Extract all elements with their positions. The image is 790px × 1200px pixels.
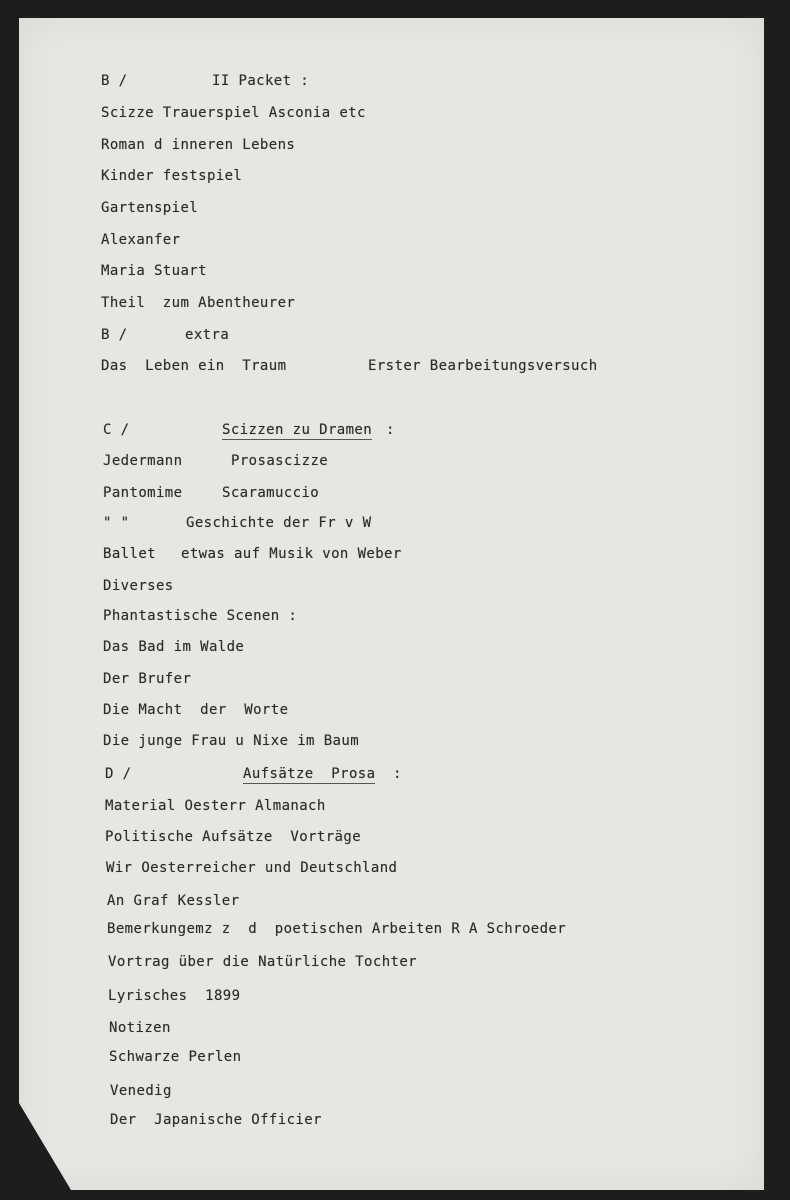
list-item: Phantastische Scenen : <box>103 608 298 624</box>
list-item: Die junge Frau u Nixe im Baum <box>103 733 360 749</box>
list-item-note: Erster Bearbeitungsversuch <box>368 358 598 374</box>
section-heading: Aufsätze Prosa <box>243 766 376 782</box>
list-item: Politische Aufsätze Vorträge <box>105 829 362 845</box>
list-item: Roman d inneren Lebens <box>101 137 296 153</box>
list-item: Maria Stuart <box>101 263 207 279</box>
section-marker: D / <box>105 766 132 782</box>
list-item-title: Das Leben ein Traum <box>101 358 287 374</box>
list-item: An Graf Kessler <box>107 893 240 909</box>
list-item: Theil zum Abentheurer <box>101 295 296 311</box>
section-marker: C / <box>103 422 130 438</box>
list-item: Gartenspiel <box>101 200 199 216</box>
list-item-title: " " <box>103 515 130 531</box>
list-item: Das Bad im Walde <box>103 639 245 655</box>
list-item: Material Oesterr Almanach <box>105 798 326 814</box>
list-item-title: Jedermann <box>103 453 183 469</box>
section-marker: B / <box>101 73 128 89</box>
list-item: Bemerkungemz z d poetischen Arbeiten R A Schroeder <box>107 921 567 937</box>
list-item-note: etwas auf Musik von Weber <box>181 546 402 562</box>
list-item: Der Japanische Officier <box>110 1112 322 1128</box>
list-item: Venedig <box>110 1083 172 1099</box>
list-item-note: Geschichte der Fr v W <box>186 515 372 531</box>
list-item: Lyrisches 1899 <box>108 988 241 1004</box>
list-item: Diverses <box>103 578 174 594</box>
list-item: Kinder festspiel <box>101 168 243 184</box>
list-item-note: Scaramuccio <box>222 485 320 501</box>
section-heading: extra <box>185 327 230 343</box>
list-item-title: Ballet <box>103 546 156 562</box>
paper-sheet <box>19 18 764 1190</box>
list-item: Alexanfer <box>101 232 181 248</box>
list-item: Vortrag über die Natürliche Tochter <box>108 954 418 970</box>
section-marker: B / <box>101 327 128 343</box>
section-heading-suffix: : <box>386 422 395 438</box>
list-item-note: Prosascizze <box>231 453 329 469</box>
section-heading: Scizzen zu Dramen <box>222 422 373 438</box>
section-heading: II Packet : <box>212 73 310 89</box>
list-item: Der Brufer <box>103 671 192 687</box>
list-item: Scizze Trauerspiel Asconia etc <box>101 105 366 121</box>
list-item: Die Macht der Worte <box>103 702 289 718</box>
list-item: Schwarze Perlen <box>109 1049 242 1065</box>
list-item: Wir Oesterreicher und Deutschland <box>106 860 398 876</box>
section-heading-suffix: : <box>393 766 402 782</box>
list-item-title: Pantomime <box>103 485 183 501</box>
list-item: Notizen <box>109 1020 171 1036</box>
